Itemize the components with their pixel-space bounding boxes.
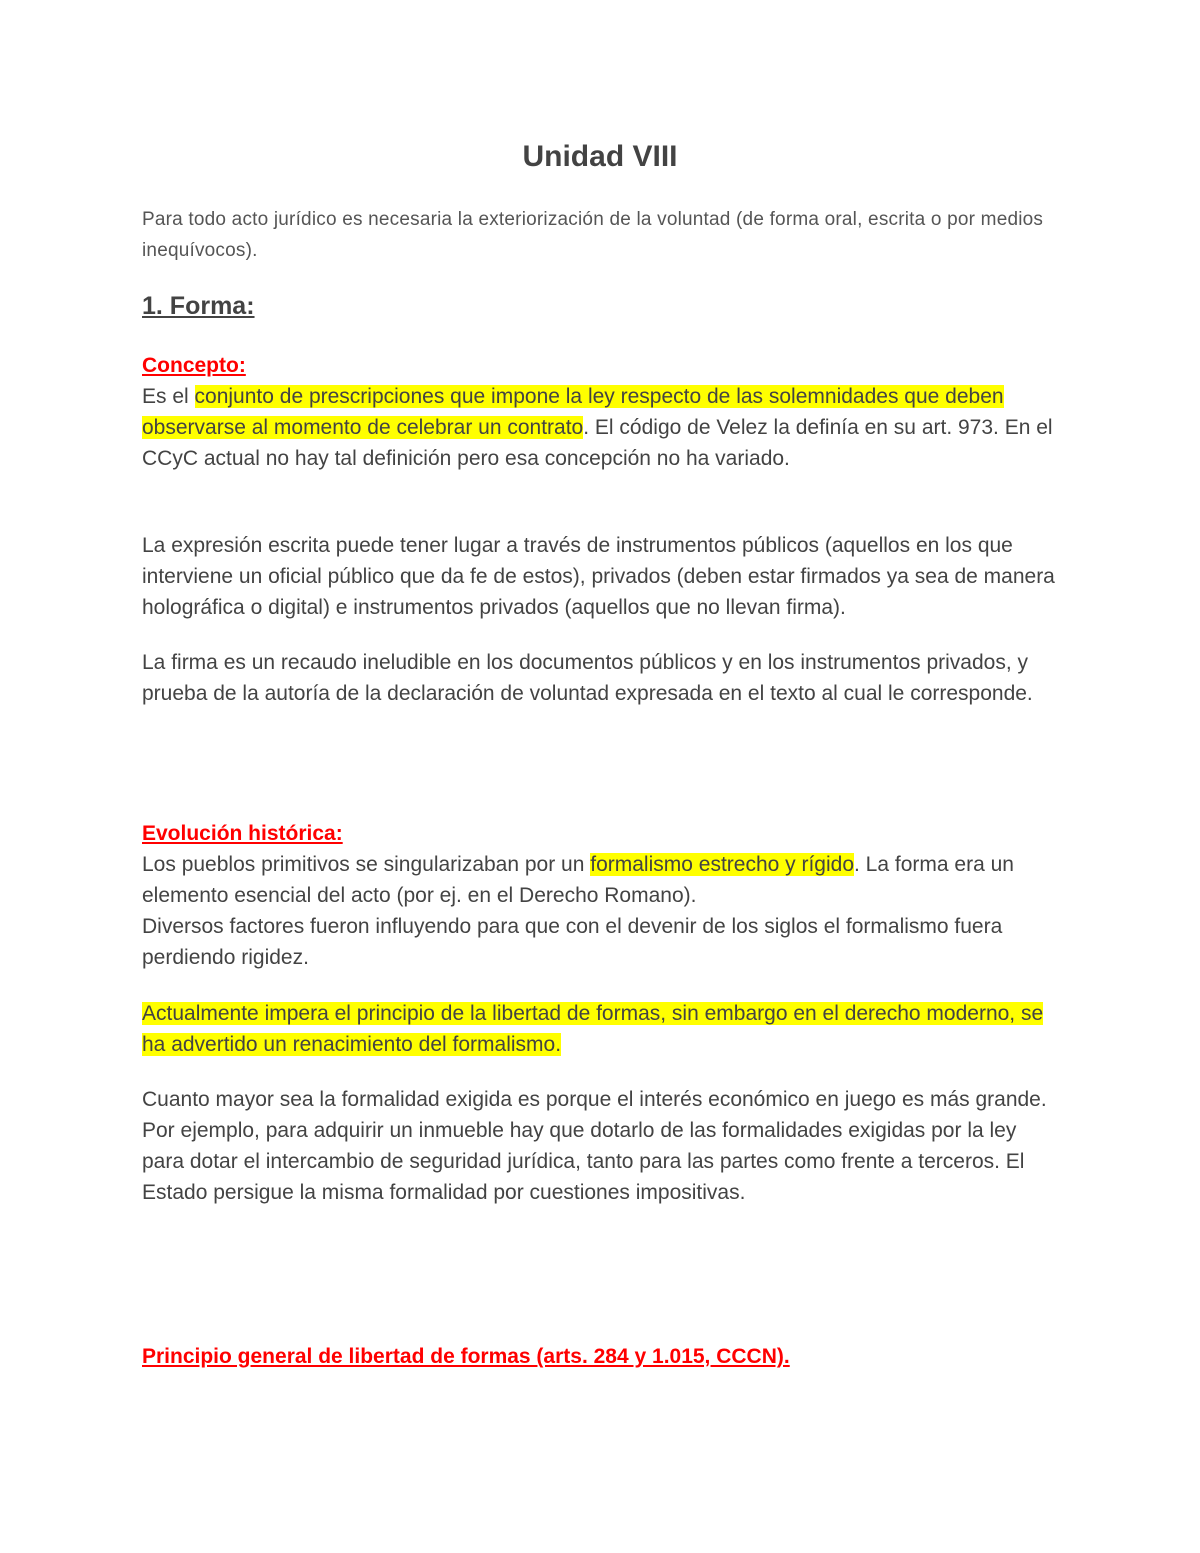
concepto-block [142, 350, 1062, 474]
concepto-label: Concepto: [142, 354, 246, 377]
evolucion-paragraph [142, 849, 1062, 911]
intro-paragraph: Para todo acto jurídico es necesaria la exteriorización de la voluntad (de forma oral, escrita o por medios inequívocos). [142, 209, 1044, 261]
page-title: Unidad VIII [522, 140, 678, 173]
evolucion-rest: . La forma era un elemento esencial del acto (por ej. en el Derecho Romano). [142, 853, 1014, 907]
section-heading-forma: 1. Forma: [142, 292, 255, 320]
evolucion-line2: Diversos factores fueron influyendo para que con el devenir de los siglos el formalismo fuera perdiendo rigidez. [142, 915, 1003, 969]
principio-heading [142, 1341, 1062, 1372]
concepto-lead: Es el [142, 385, 195, 408]
paragraph-expresion: La expresión escrita puede tener lugar a través de instrumentos públicos (aquellos en los que interviene un oficial público que da fe de estos), privados (deben estar firmados ya sea de manera holográfica o digital) e instrumentos privados (aquellos que no llevan firma). [142, 534, 1055, 619]
evolucion-highlight: formalismo estrecho y rígido [590, 853, 855, 876]
paragraph-firma: La firma es un recaudo ineludible en los documentos públicos y en los instrumentos privados, y prueba de la autoría de la declaración de voluntad expresada en el texto al cual le corresponde. [142, 651, 1033, 705]
actualmente-highlight: Actualmente impera el principio de la libertad de formas, sin embargo en el derecho moderno, se ha advertido un renacimiento del formalismo. [142, 1002, 1044, 1056]
concepto-highlight: conjunto de prescripciones que impone la ley respecto de las solemnidades que deben observarse al momento de celebrar un contrato [142, 385, 1004, 439]
principio-label: Principio general de libertad de formas (arts. 284 y 1.015, CCCN). [142, 1345, 790, 1368]
paragraph-cuanto: Cuanto mayor sea la formalidad exigida es porque el interés económico en juego es más grande. Por ejemplo, para adquirir un inmueble hay que dotarlo de las formalidades exigidas por la ley para dotar el intercambio de seguridad jurídica, tanto para las partes como frente a terceros. El Estado persigue la misma formalidad por cuestiones impositivas. [142, 1088, 1047, 1204]
evolucion-block [142, 818, 1062, 973]
evolucion-lead: Los pueblos primitivos se singularizaban por un [142, 853, 591, 876]
evolucion-label: Evolución histórica: [142, 822, 343, 845]
concepto-rest: . El código de Velez la definía en su art. 973. En el CCyC actual no hay tal definición pero esa concepción no ha variado. [142, 416, 1053, 470]
concepto-paragraph [142, 381, 1062, 474]
paragraph-actualmente [142, 998, 1062, 1060]
